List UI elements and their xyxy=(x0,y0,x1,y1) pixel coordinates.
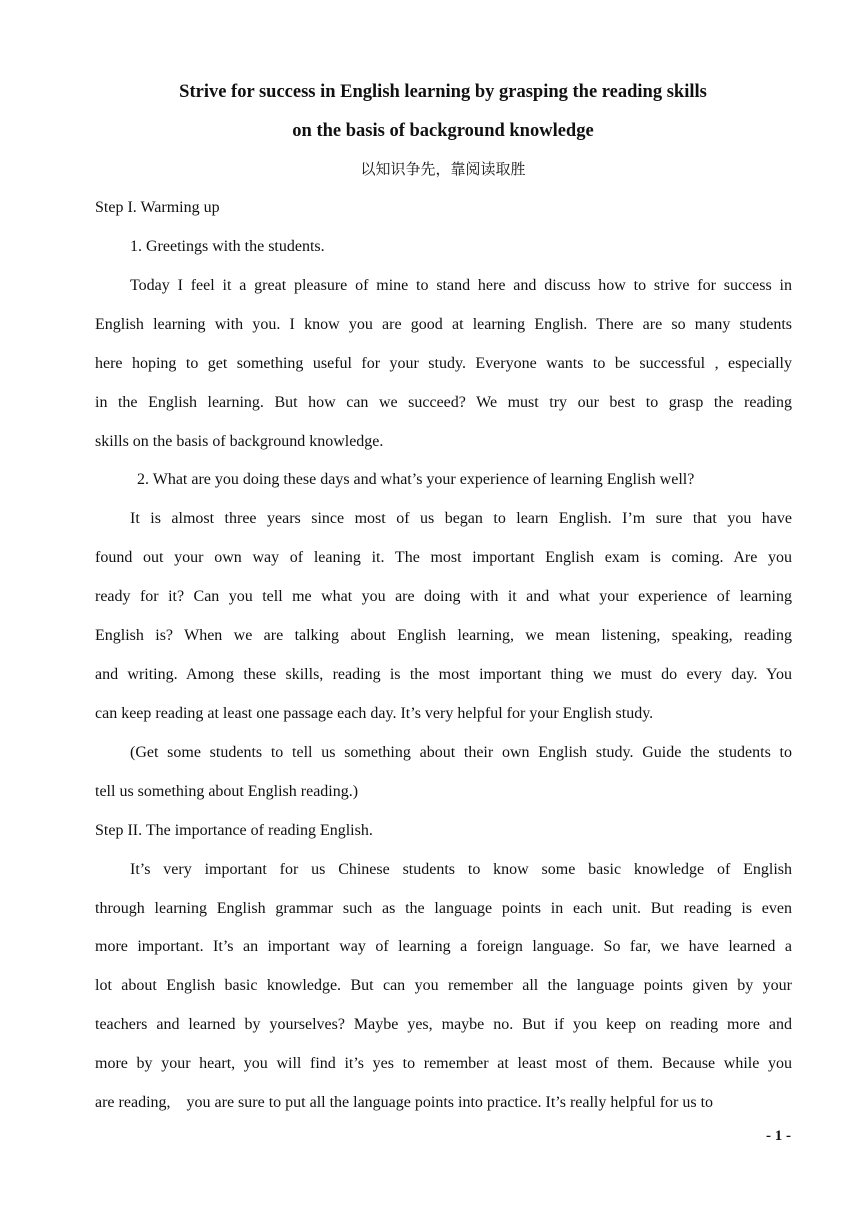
chinese-subtitle: 以知识争先，靠阅读取胜 xyxy=(360,160,526,178)
paragraph-line: English learning with you. I know you are good at learning English. There are so many students xyxy=(95,316,792,333)
paragraph-line: in the English learning. But how can we succeed? We must try our best to grasp the reading xyxy=(95,394,792,411)
paragraph-line: ready for it? Can you tell me what you are doing with it and what your experience of learning xyxy=(95,588,792,605)
paragraph-line: English is? When we are talking about English learning, we mean listening, speaking, reading xyxy=(95,627,792,644)
paragraph-line: found out your own way of leaning it. The most important English exam is coming. Are you xyxy=(95,549,792,566)
section-heading-step-2: Step II. The importance of reading English. xyxy=(95,822,373,839)
item-heading-1: 1. Greetings with the students. xyxy=(130,238,325,255)
paragraph-line: can keep reading at least one passage each day. It’s very helpful for your English study. xyxy=(95,705,654,722)
paragraph-line: (Get some students to tell us something about their own English study. Guide the students to xyxy=(130,744,792,761)
paragraph-line: more by your heart, you will find it’s yes to remember at least most of them. Because while you xyxy=(95,1055,792,1072)
paragraph-line: and writing. Among these skills, reading is the most important thing we must do every day. You xyxy=(95,666,792,683)
paragraph-line: skills on the basis of background knowledge. xyxy=(95,433,384,450)
paragraph-line: more important. It’s an important way of learning a foreign language. So far, we have learned a xyxy=(95,938,792,955)
paragraph-line: Today I feel it a great pleasure of mine to stand here and discuss how to strive for success in xyxy=(130,277,792,294)
title-line-2: on the basis of background knowledge xyxy=(292,121,594,141)
paragraph-line: teachers and learned by yourselves? Maybe yes, maybe no. But if you keep on reading more and xyxy=(95,1016,792,1033)
paragraph-line: through learning English grammar such as the language points in each unit. But reading is even xyxy=(95,900,792,917)
paragraph-line: It’s very important for us Chinese students to know some basic knowledge of English xyxy=(130,861,792,878)
paragraph-line: are reading, you are sure to put all the language points into practice. It’s really helpful for us to xyxy=(95,1094,714,1111)
title-line-1: Strive for success in English learning by grasping the reading skills xyxy=(179,82,707,102)
section-heading-step-1: Step I. Warming up xyxy=(95,199,220,216)
paragraph-line: It is almost three years since most of us began to learn English. I’m sure that you have xyxy=(130,510,792,527)
page-number: - 1 - xyxy=(766,1128,791,1144)
paragraph-line: lot about English basic knowledge. But can you remember all the language points given by your xyxy=(95,977,792,994)
item-heading-2: 2. What are you doing these days and what’s your experience of learning English well? xyxy=(137,471,695,488)
paragraph-line: tell us something about English reading.) xyxy=(95,783,359,800)
paragraph-line: here hoping to get something useful for your study. Everyone wants to be successful , especially xyxy=(95,355,792,372)
